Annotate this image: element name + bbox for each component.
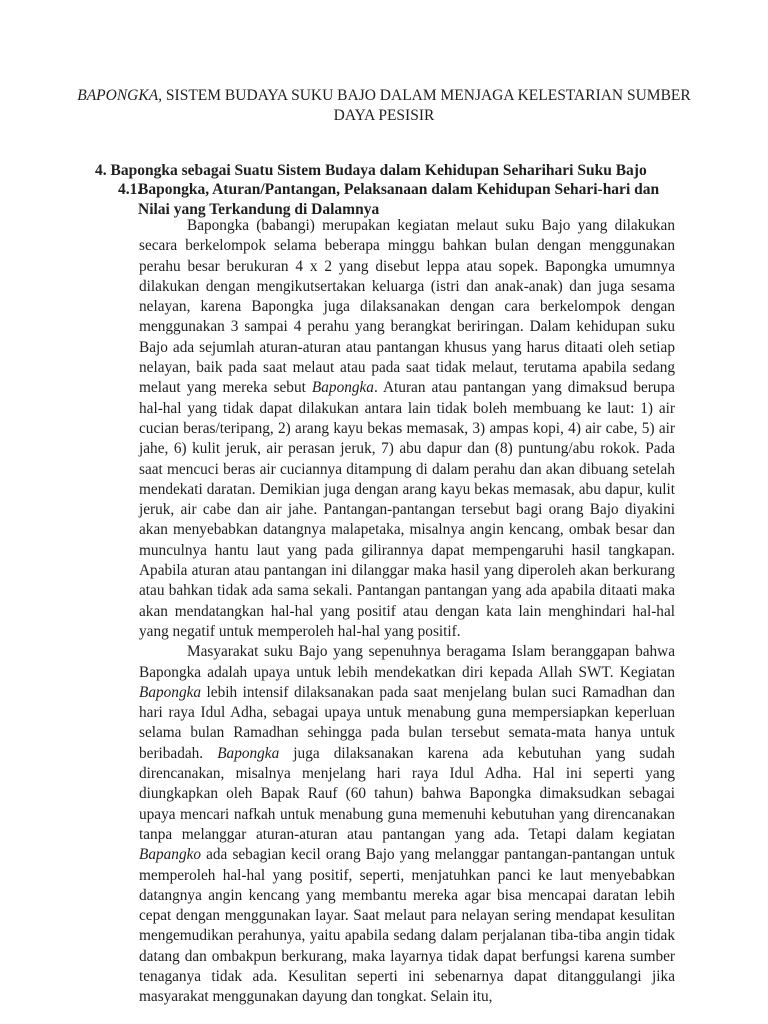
title-text: SISTEM BUDAYA SUKU BAJO DALAM MENJAGA KELESTARIAN SUMBER DAYA PESISIR (162, 87, 691, 124)
p2-text-3: juga dilaksanakan karena ada kebutuhan yang sudah direncanakan, misalnya menjelang hari raya Idul Adha. Hal ini seperti yang diungkapkan oleh Bapak Rauf (60 tahun) bahwa Bapongka dimaksudkan sebagai upaya mencari nafkah untuk menabung guna memenuhi kebutuhan yang direncanakan tanpa melanggar aturan-aturan atau pantangan yang ada. Tetapi dalam kegiatan (139, 744, 675, 843)
p2-text-2: lebih intensif dilaksanakan pada saat menjelang bulan suci Ramadhan dan hari raya Idul Adha, sebagai upaya untuk menabung guna mempersiapkan keperluan selama bulan Ramadhan sehingga pada bulan tersebut semata-mata hanya untuk beribadah. (139, 683, 675, 762)
section-heading: 4. Bapongka sebagai Suatu Sistem Budaya dalam Kehidupan Seharihari Suku Bajo (95, 162, 647, 179)
document-title (60, 86, 708, 126)
p2-text-1: Masyarakat suku Bajo yang sepenuhnya beragama Islam beranggapan bahwa Bapongka adalah upaya untuk lebih mendekatkan diri kepada Allah SWT. Kegiatan (139, 643, 675, 681)
subsection-number: 4.1. (118, 181, 142, 198)
p2-text-4: ada sebagian kecil orang Bajo yang melanggar pantangan-pantangan untuk memperoleh hal-hal yang positif, seperti, menjatuhkan panci ke laut menyebabkan datangnya angin kencang yang membantu mereka agar bisa mencapai daratan lebih cepat dengan menggunakan layar. Saat melaut para nelayan sering mendapat kesulitan mengemudikan perahunya, yaitu apabila sedang dalam perjalanan tiba-tiba angin tidak datang dan ombakpun berkurang, maka layarnya tidak dapat berfungsi karena sumber tenaganya tidak ada. Kesulitan seperti ini sebenarnya dapat ditanggulangi jika masyarakat menggunakan dayung dan tongkat. Selain itu, (139, 846, 675, 1006)
subsection-title: Bapongka, Aturan/Pantangan, Pelaksanaan dalam Kehidupan Sehari-hari dan Nilai yang Terkandung di Dalamnya (138, 181, 660, 218)
title-italic-word: BAPONGKA, (77, 87, 163, 104)
p2-italic-1: Bapongka (139, 683, 202, 701)
paragraph-2 (139, 642, 675, 1007)
p1-text-1: Bapongka (babangi) merupakan kegiatan melaut suku Bajo yang dilakukan secara berkelompok selama beberapa minggu bahkan bulan dengan menggunakan perahu besar berukuran 4 x 2 yang disebut leppa atau sopek. Bapongka umumnya dilakukan dengan mengikutsertakan keluarga (istri dan anak-anak) dan juga sesama nelayan, karena Bapongka juga dilaksanakan dengan cara berkelompok dengan menggunakan 3 sampai 4 perahu yang berangkat beriringan. Dalam kehidupan suku Bajo ada sejumlah aturan-aturan atau pantangan khusus yang harus ditaati oleh setiap nelayan, baik pada saat melaut atau pada saat tidak melaut, terutama apabila sedang melaut yang mereka sebut (139, 217, 675, 397)
body-text (139, 216, 675, 1008)
paragraph-1 (139, 216, 675, 642)
subsection-heading (118, 180, 678, 220)
p1-text-2: . Aturan atau pantangan yang dimaksud berupa hal-hal yang tidak dapat dilakukan antara lain tidak boleh membuang ke laut: 1) air cucian beras/teripang, 2) arang kayu bekas memasak, 3) ampas kopi, 4) air cabe, 5) air jahe, 6) kulit jeruk, air perasan jeruk, 7) abu dapur dan (8) puntung/abu rokok. Pada saat mencuci beras air cuciannya ditampung di dalam perahu dan akan dibuang setelah mendekati daratan. Demikian juga dengan arang kayu bekas memasak, abu dapur, kulit jeruk, air cabe dan air jahe. Pantangan-pantangan tersebut bagi orang Bajo diyakini akan menyebabkan datangnya malapetaka, misalnya angin kencang, ombak besar dan munculnya hantu laut yang pada gilirannya dapat mempengaruhi hasil tangkapan. Apabila aturan atau pantangan ini dilanggar maka hasil yang diperoleh akan berkurang atau bahkan tidak ada sama sekali. Pantangan pantangan yang ada apabila ditaati maka akan mendatangkan hal-hal yang positif atau dengan kata lain menghindari hal-hal yang negatif untuk memperoleh hal-hal yang positif. (139, 379, 675, 640)
p2-italic-2: Bapongka (217, 744, 280, 762)
p2-italic-3: Bapangko (139, 846, 202, 864)
p1-italic-1: Bapongka (311, 379, 374, 397)
